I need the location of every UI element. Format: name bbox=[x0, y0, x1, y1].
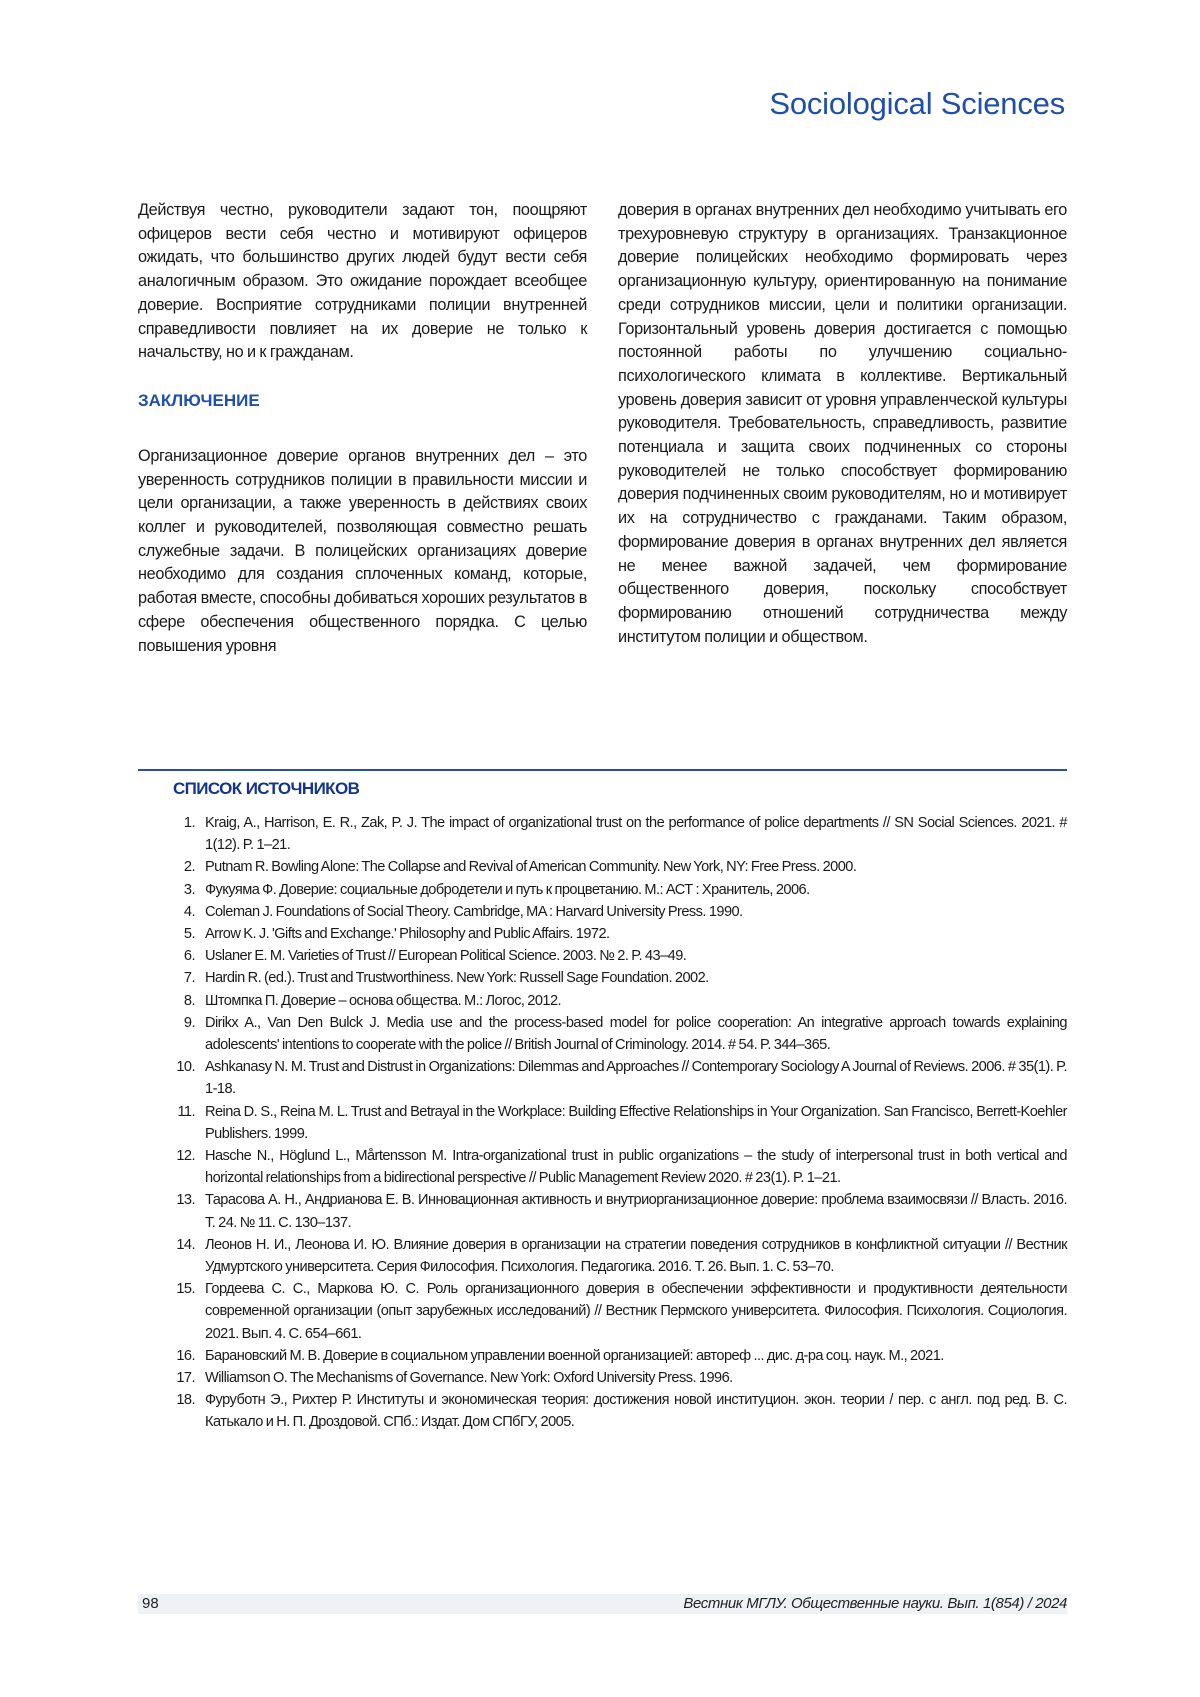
reference-item bbox=[138, 1278, 1067, 1345]
reference-number: 14. bbox=[176, 1236, 195, 1253]
reference-item bbox=[138, 1345, 1067, 1367]
reference-number: 12. bbox=[176, 1148, 195, 1165]
reference-text: Ashkanasy N. M. Trust and Distrust in Organizations: Dilemmas and Approaches // Contemporary Sociology A Journal of Reviews. 2006. # 35(1). P. 1-18. bbox=[205, 1059, 1067, 1098]
reference-text: Williamson O. The Mechanisms of Governance. New York: Oxford University Press. 1996. bbox=[205, 1370, 733, 1387]
reference-number: 11. bbox=[177, 1103, 195, 1120]
reference-item bbox=[138, 1234, 1067, 1278]
reference-text: Reina D. S., Reina M. L. Trust and Betrayal in the Workplace: Building Effective Relationships in Your Organization. San Francisco, Berrett-Koehler Publishers. 1999. bbox=[205, 1103, 1067, 1142]
reference-text: Гордеева С. С., Маркова Ю. С. Роль организационного доверия в обеспечении эффективности и продуктивности деятельности современной организации (опыт зарубежных исследований) // Вестник Пермского университета. Философия. Психология. Социология. 2021. Вып. 4. С. 654–661. bbox=[205, 1281, 1067, 1342]
page-number: 98 bbox=[142, 1595, 159, 1612]
reference-number: 7. bbox=[183, 970, 195, 987]
reference-text: Штомпка П. Доверие – основа общества. М.: Логос, 2012. bbox=[205, 992, 562, 1009]
reference-text: Тарасова А. Н., Андрианова Е. В. Инновационная активность и внутриорганизационное доверие: проблема взаимосвязи // Власть. 2016. Т. 24. № 11. С. 130–137. bbox=[205, 1192, 1067, 1231]
reference-text: Arrow K. J. 'Gifts and Exchange.' Philosophy and Public Affairs. 1972. bbox=[205, 926, 610, 943]
reference-number: 3. bbox=[183, 881, 195, 898]
reference-text: Uslaner E. M. Varieties of Trust // European Political Science. 2003. № 2. P. 43–49. bbox=[205, 948, 687, 965]
journal-citation: Вестник МГЛУ. Общественные науки. Вып. 1(854) / 2024 bbox=[683, 1595, 1067, 1612]
reference-number: 13. bbox=[176, 1192, 195, 1209]
references-list bbox=[138, 812, 1067, 1434]
reference-text: Dirikx A., Van Den Bulck J. Media use and the process-based model for police cooperation: An integrative approach towards explaining adolescents' intentions to cooperate with the police // British Journal of Criminology. 2014. # 54. P. 344–365. bbox=[205, 1014, 1067, 1054]
reference-number: 16. bbox=[176, 1347, 195, 1364]
reference-text: Hardin R. (ed.). Trust and Trustworthiness. New York: Russell Sage Foundation. 2002. bbox=[205, 970, 709, 987]
reference-item bbox=[138, 1101, 1067, 1145]
running-head-section-title: Sociological Sciences bbox=[769, 86, 1065, 121]
reference-item bbox=[138, 923, 1067, 945]
reference-text: Hasche N., Höglund L., Mårtensson M. Intra-organizational trust in public organizations – the study of interpersonal trust in both vertical and horizontal relationships from a bidirectional perspective // Public Management Review 2020. # 23(1). P. 1–21. bbox=[205, 1148, 1067, 1187]
reference-item bbox=[138, 1367, 1067, 1389]
reference-item bbox=[138, 990, 1067, 1012]
reference-item bbox=[138, 879, 1067, 901]
reference-number: 1. bbox=[183, 815, 195, 831]
reference-number: 2. bbox=[183, 859, 195, 876]
body-paragraph: Организационное доверие органов внутренних дел – это уверенность сотрудников полиции в правильности миссии и цели организации, а также уверенность в действиях своих коллег и руководителей, позволяющая совместно решать служебные задачи. В полицейских организациях доверие необходимо для создания сплоченных команд, которые, работая вместе, способны добиваться хороших результатов в сфере обеспечения общественного порядка. С целью повышения уровня bbox=[138, 446, 587, 655]
reference-number: 9. bbox=[183, 1014, 195, 1031]
references-heading: СПИСОК ИСТОЧНИКОВ bbox=[173, 779, 360, 798]
right-column bbox=[618, 199, 1067, 649]
reference-item bbox=[138, 1012, 1067, 1056]
reference-text: Kraig, A., Harrison, E. R., Zak, P. J. The impact of organizational trust on the performance of police departments // SN Social Sciences. 2021. # 1(12). P. 1–21. bbox=[205, 815, 1067, 854]
references-section bbox=[138, 776, 1067, 1434]
reference-text: Putnam R. Bowling Alone: The Collapse and Revival of American Community. New York, NY: Free Press. 2000. bbox=[205, 859, 857, 876]
reference-text: Coleman J. Foundations of Social Theory. Cambridge, MA : Harvard University Press. 1990. bbox=[205, 903, 743, 920]
reference-item bbox=[138, 1145, 1067, 1189]
reference-text: Леонов Н. И., Леонова И. Ю. Влияние доверия в организации на стратегии поведения сотрудников в конфликтной ситуации // Вестник Удмуртского университета. Серия Философия. Психология. Педагогика. 2016. Т. 26. Вып. 1. С. 53–70. bbox=[205, 1236, 1067, 1276]
reference-number: 4. bbox=[183, 903, 195, 920]
page-footer bbox=[138, 1594, 1067, 1614]
reference-text: Фукуяма Ф. Доверие: социальные добродетели и путь к процветанию. М.: АСТ : Хранитель, 2006. bbox=[205, 881, 810, 898]
reference-item bbox=[138, 812, 1067, 856]
reference-item bbox=[138, 967, 1067, 989]
left-column bbox=[138, 199, 587, 658]
reference-item bbox=[138, 1389, 1067, 1433]
reference-number: 8. bbox=[183, 992, 195, 1009]
reference-item bbox=[138, 1189, 1067, 1233]
reference-number: 5. bbox=[183, 926, 195, 943]
reference-text: Фуруботн Э., Рихтер Р. Институты и экономическая теория: достижения новой институцион. экон. теории / пер. с англ. под ред. В. С. Катькало и Н. П. Дроздовой. СПб.: Издат. Дом СПбГУ, 2005. bbox=[205, 1392, 1067, 1431]
reference-number: 10. bbox=[176, 1059, 195, 1076]
reference-item bbox=[138, 856, 1067, 878]
reference-number: 18. bbox=[176, 1392, 195, 1409]
section-heading-conclusion: ЗАКЛЮЧЕНИЕ bbox=[138, 390, 260, 410]
references-divider bbox=[138, 769, 1067, 771]
reference-number: 15. bbox=[176, 1281, 195, 1298]
reference-number: 17. bbox=[176, 1370, 195, 1387]
reference-item bbox=[138, 1056, 1067, 1100]
reference-number: 6. bbox=[183, 948, 195, 965]
reference-item bbox=[138, 945, 1067, 967]
reference-item bbox=[138, 901, 1067, 923]
body-paragraph: доверия в органах внутренних дел необходимо учитывать его трехуровневую структуру в организациях. Транзакционное доверие полицейских необходимо формировать через организационную культуру, ориентированную на понимание среди сотрудников миссии, цели и политики организации. Горизонтальный уровень доверия достигается с помощью постоянной работы по улучшению социально-психологического климата в коллективе. Вертикальный уровень доверия зависит от уровня управленческой культуры руководителя. Требовательность, справедливость, развитие потенциала и защита своих подчиненных со стороны руководителей не только способствует формированию доверия подчиненных своим руководителям, но и мотивирует их на сотрудничество с гражданами. Таким образом, формирование доверия в органах внутренних дел является не менее важной задачей, чем формирование общественного доверия, поскольку способствует формированию отношений сотрудничества между институтом полиции и обществом. bbox=[618, 201, 1067, 646]
reference-text: Барановский М. В. Доверие в социальном управлении военной организацией: автореф ... дис. д-ра соц. наук. М., 2021. bbox=[205, 1347, 944, 1364]
body-paragraph: Действуя честно, руководители задают тон, поощряют офицеров вести себя честно и мотивируют офицеров ожидать, что большинство других людей будут вести себя аналогичным образом. Это ожидание порождает всеобщее доверие. Восприятие сотрудниками полиции внутренней справедливости повлияет на их доверие не только к начальству, но и к гражданам. bbox=[138, 201, 587, 362]
